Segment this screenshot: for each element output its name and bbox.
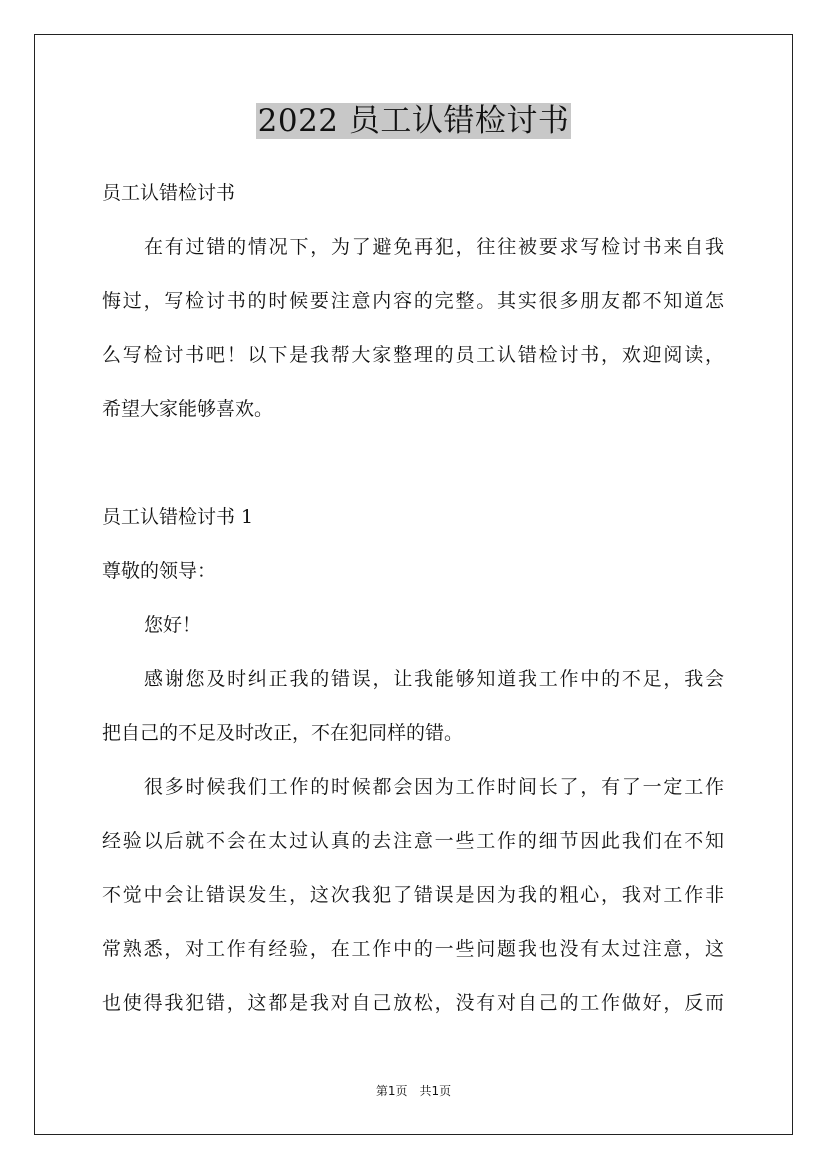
paragraph-line: 不觉中会让错误发生，这次我犯了错误是因为我的粗心，我对工作非 [102, 884, 724, 906]
salutation: 尊敬的领导： [102, 560, 217, 582]
paragraph-line: 希望大家能够喜欢。 [102, 398, 274, 420]
paragraph-line: 经验以后就不会在太过认真的去注意一些工作的细节因此我们在不知 [102, 830, 724, 852]
greeting: 您好！ [144, 614, 202, 636]
paragraph-line: 也使得我犯错，这都是我对自己放松，没有对自己的工作做好，反而 [102, 992, 724, 1014]
document-title: 2022 员工认错检讨书 [257, 103, 570, 139]
paragraph-line: 很多时候我们工作的时候都会因为工作时间长了，有了一定工作 [144, 776, 724, 798]
paragraph-line: 悔过，写检讨书的时候要注意内容的完整。其实很多朋友都不知道怎 [102, 290, 724, 312]
section-heading: 员工认错检讨书 1 [102, 506, 254, 528]
paragraph-line: 在有过错的情况下，为了避免再犯，往往被要求写检讨书来自我 [144, 236, 724, 258]
section-heading: 员工认错检讨书 [102, 182, 236, 204]
paragraph-line: 常熟悉，对工作有经验，在工作中的一些问题我也没有太过注意，这 [102, 938, 724, 960]
paragraph-line: 么写检讨书吧！以下是我帮大家整理的员工认错检讨书，欢迎阅读， [102, 344, 724, 366]
paragraph-line: 感谢您及时纠正我的错误，让我能够知道我工作中的不足，我会 [144, 668, 724, 690]
paragraph-line: 把自己的不足及时改正，不在犯同样的错。 [102, 722, 464, 744]
page-number-footer: 第1页 共1页 [375, 1084, 452, 1098]
